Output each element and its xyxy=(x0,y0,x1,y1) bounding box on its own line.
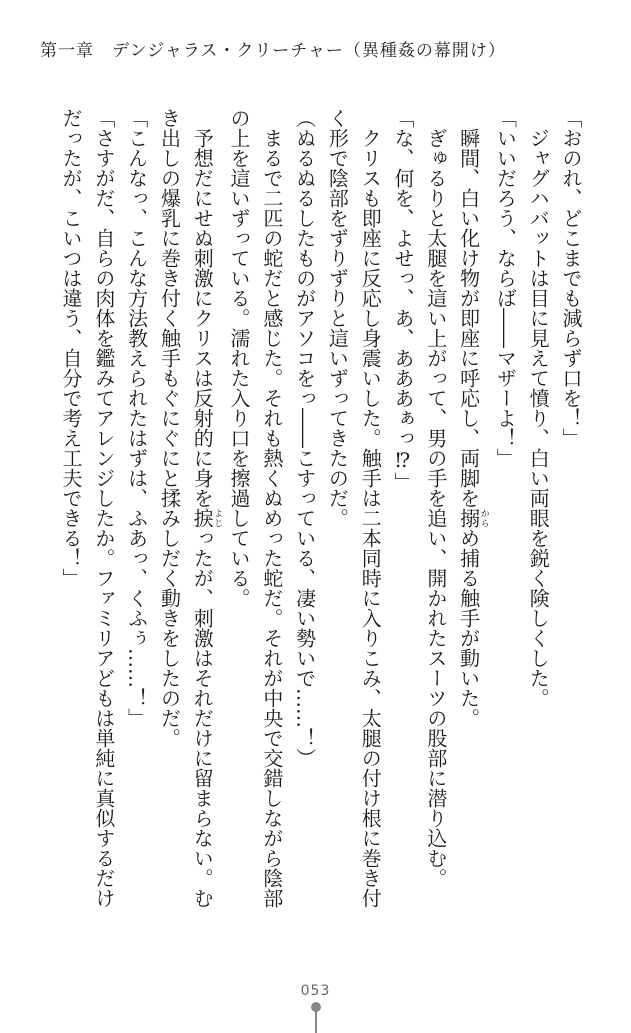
text-line-4-part-b: め捕る触手が動いた。 xyxy=(456,528,481,728)
vertical-body-text xyxy=(27,108,587,978)
ruby-yoji xyxy=(190,508,223,528)
text-line-12-part-b: ったが、刺激はそれだけに留まらない。む xyxy=(190,528,215,908)
text-line-15: 「さすがだ、自らの肉体を鑑みてアレンジしたか。ファミリアどもは単純に真似するだけ xyxy=(91,108,116,908)
folio-line-ornament xyxy=(315,1011,317,1033)
text-line-4-part-a: 瞬間、白い化け物が即座に呼応し、両脚を xyxy=(456,128,481,508)
text-line-10: まるで二匹の蛇だと感じた。それも熱くぬめった蛇だ。それが中央で交錯しながら陰部 xyxy=(259,128,284,908)
text-line-5: ぎゅるりと太腿を這い上がって、男の手を追い、開かれたスーツの股部に潜り込む。 xyxy=(423,128,448,888)
running-header: 第一章 デンジャラス・クリーチャー（異種姦の幕開け） xyxy=(40,41,506,61)
text-line-3: 「いいだろう、ならば――マザーよ！」 xyxy=(493,108,518,468)
text-line-1: 「おのれ、どこまでも減らず口を！」 xyxy=(559,108,583,448)
text-line-12 xyxy=(185,108,222,978)
ruby-karame-reading: から xyxy=(478,508,489,528)
text-line-12-part-a: 予想だにせぬ刺激にクリスは反射的に身を xyxy=(190,128,215,508)
text-line-8: く形で陰部をずりずりと這いずってきたのだ。 xyxy=(325,108,350,528)
ruby-karame xyxy=(456,508,489,528)
text-line-16: だったが、こいつは違う、自分で考え工夫できる！」 xyxy=(59,108,84,588)
ruby-yoji-reading: よじ xyxy=(212,508,223,528)
text-line-6: 「な、何を、よせっ、あ、あああぁっ⁉」 xyxy=(391,108,416,492)
ruby-yoji-base: 捩 xyxy=(190,508,215,528)
text-line-11: の上を這いずっている。濡れた入り口を擦過している。 xyxy=(227,108,252,608)
text-line-2: ジャグハバットは目に見えて憤り、白い両眼を鋭く険しくした。 xyxy=(526,128,551,708)
text-line-14: 「こんなっ、こんな方法教えられたはずは、ふあっ、くふぅ……！」 xyxy=(124,108,149,728)
text-line-7: クリスも即座に反応し身震いした。触手は二本同時に入りこみ、太腿の付け根に巻き付 xyxy=(358,128,383,908)
text-line-9: （ぬるぬるしたものがアソコをっ――こすっている、凄い勢いで……！） xyxy=(292,108,317,768)
text-line-4 xyxy=(452,108,489,978)
ruby-karame-base: 搦 xyxy=(456,508,481,528)
page-number: 053 xyxy=(300,983,331,999)
text-line-13: き出しの爆乳に巻き付く触手もぐにぐにと揉みしだく動きをしたのだ。 xyxy=(157,108,182,748)
